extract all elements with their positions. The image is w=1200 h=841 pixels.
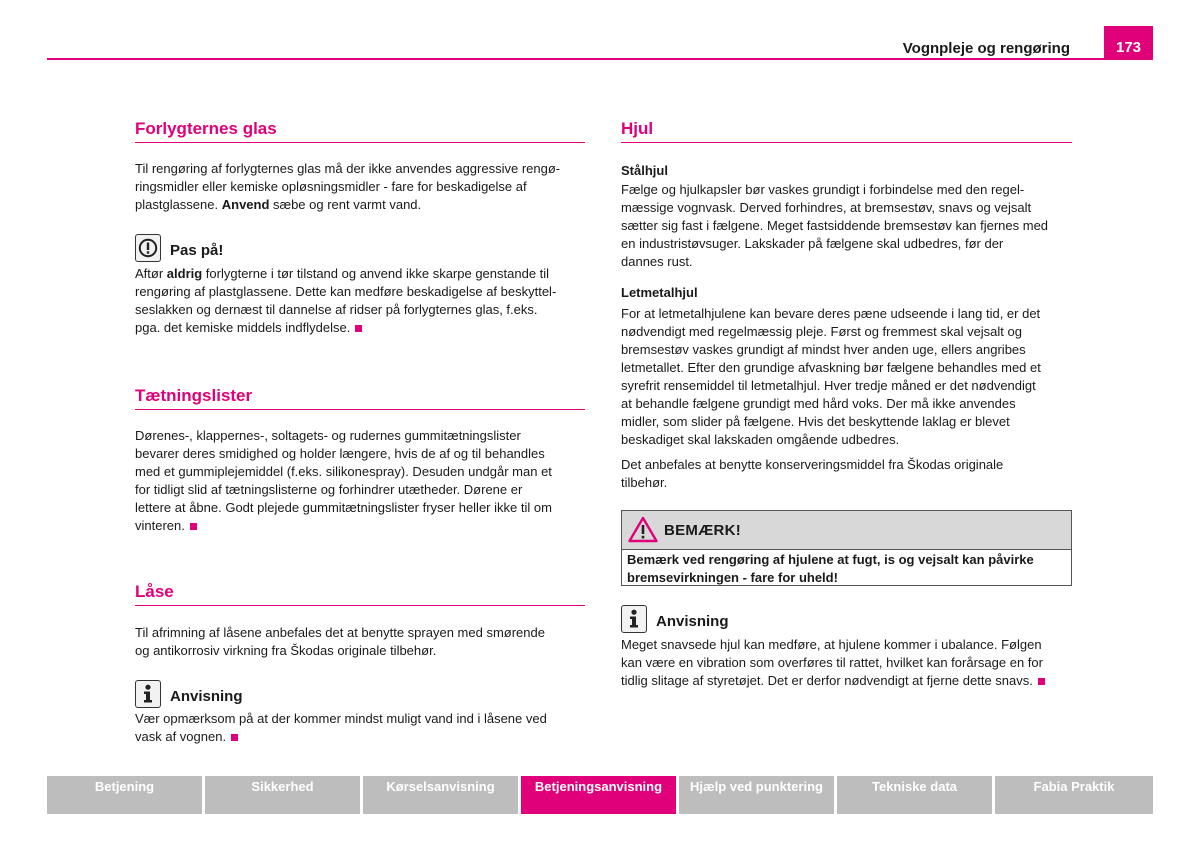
warning-text: Bemærk ved rengøring af hjulene at fugt, is og vejsalt kan påvirke bremsevirkningen - fare for uheld! [627, 552, 1034, 585]
section-title-headlight-glass: Forlygternes glas [135, 118, 585, 143]
section-title-seals: Tætningslister [135, 385, 585, 410]
seals-paragraph: Dørenes-, klappernes-, soltagets- og rudernes gummitætningslister bevarer deres smidighed og holder længere, hvis de af og til behandles med et gummiplejemiddel (f.eks. silikonespray). Desuden undgår man et for tidligt slid af tætningslisterne og forhindrer utætheder. Dørene er lettere at åbne. Godt plejede gummitætningslister fryser heller ikke til om vinteren. [135, 428, 552, 533]
running-header-title: Vognpleje og rengøring [902, 40, 1070, 57]
steel-wheels-paragraph: Fælge og hjulkapsler bør vaskes grundigt i forbindelse med den regel- mæssige vognvask. Derved forhindres, at bremsestøv, snavs og vejsalt sætter sig fast i fælgene. Meget fastsiddende bremsestøv kan fjernes med en industristøvsuger. Lakskader på fælgene skal udbedres, før der dannes rust. [621, 182, 1049, 269]
locks-paragraph: Til afrimning af låsene anbefales det at benytte sprayen med smørende og antikorrosiv virkning fra Škodas originale tilbehør. [135, 625, 545, 658]
end-marker [1038, 678, 1045, 685]
warning-triangle-icon [628, 516, 658, 543]
caution-text: Aftør aldrig forlygterne i tør tilstand og anvend ikke skarpe genstande til rengøring af plastglassene. Dette kan medføre beskadigelse af beskyttel- seslakken og dernæst til dannelse af ridser på forlygternes glas, f.eks. pga. det kemiske middels indflydelse. [135, 266, 557, 335]
tab-tekniske-data[interactable]: Tekniske data [837, 776, 992, 814]
wheels-note-text: Meget snavsede hjul kan medføre, at hjulene kommer i ubalance. Følgen kan være en vibration som overføres til rattet, hvilket kan forårsage en for tidlig slitage af styretøjet. Det er derfor nødvendigt at fjerne dette snavs. [621, 637, 1043, 688]
info-icon [621, 605, 647, 633]
end-marker [355, 325, 362, 332]
page-number: 173 [1104, 26, 1153, 60]
tab-hjaelp-ved-punktering[interactable]: Hjælp ved punktering [679, 776, 834, 814]
warning-label: BEMÆRK! [664, 522, 742, 539]
section-title-locks: Låse [135, 581, 585, 606]
tab-betjening[interactable]: Betjening [47, 776, 202, 814]
alloy-wheels-paragraph: For at letmetalhjulene kan bevare deres pæne udseende i lang tid, er det nødvendigt med regelmæssig pleje. Først og fremmest skal vejsalt og bremsestøv vaskes grundigt af mindst hver anden uge, ellers angribes letmetallet. Efter den grundige afvaskning bør fælgene behandles med et syrefrit rensemiddel til letmetalhjul. Hver tredje måned er det nødvendigt at behandle fælgene grundigt med hård voks. Der må ikke anvendes midler, som slider på fælgene. Hvis det beskyttende laklag er blevet beskadiget skal lakskaden omgående udbedres. [621, 306, 1041, 447]
header-rule [47, 58, 1153, 60]
info-icon [135, 680, 161, 708]
exclamation-icon [135, 234, 161, 262]
footer-navigation [47, 776, 1153, 814]
caution-label: Pas på! [170, 242, 224, 259]
locks-note-text: Vær opmærksom på at der kommer mindst muligt vand ind i låsene ved vask af vognen. [135, 711, 547, 744]
subheading-steel-wheels: Stålhjul [621, 163, 668, 178]
warning-box [621, 510, 1072, 586]
end-marker [231, 734, 238, 741]
headlight-glass-paragraph: Til rengøring af forlygternes glas må der ikke anvendes aggressive rengø- ringsmidler eller kemiske opløsningsmidler - fare for beskadigelse af plastglassene. Anvend sæbe og rent varmt vand. [135, 161, 561, 212]
tab-sikkerhed[interactable]: Sikkerhed [205, 776, 360, 814]
end-marker [190, 523, 197, 530]
note-label: Anvisning [170, 688, 243, 705]
recommendation-paragraph: Det anbefales at benytte konserveringsmiddel fra Škodas originale tilbehør. [621, 457, 1004, 490]
note-label: Anvisning [656, 613, 729, 630]
section-title-wheels: Hjul [621, 118, 1072, 143]
tab-betjeningsanvisning[interactable]: Betjeningsanvisning [521, 776, 676, 814]
subheading-alloy-wheels: Letmetalhjul [621, 285, 698, 300]
warning-header [622, 511, 1071, 550]
tab-korselsanvisning[interactable]: Kørselsanvisning [363, 776, 518, 814]
tab-fabia-praktik[interactable]: Fabia Praktik [995, 776, 1153, 814]
